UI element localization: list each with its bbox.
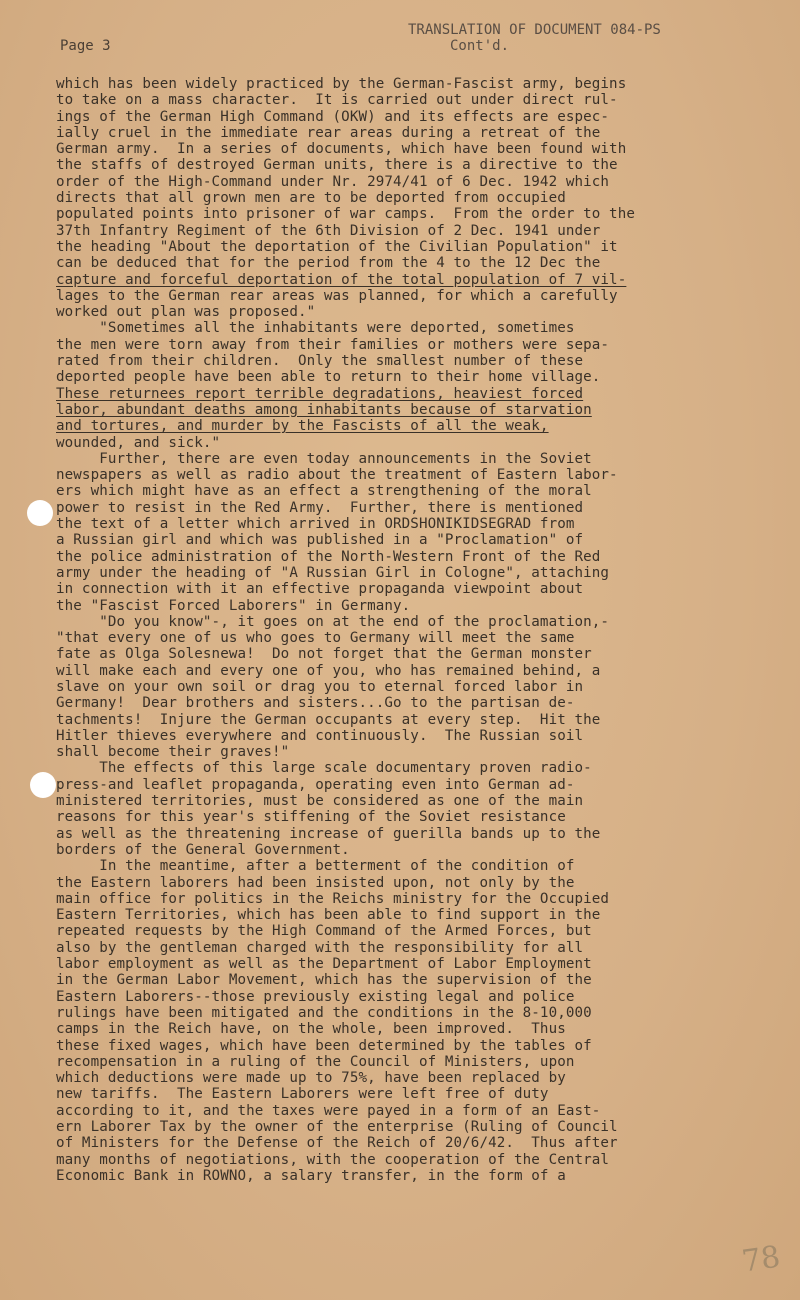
document-body [56,76,636,1184]
document-header [408,22,661,54]
text-line: "Do you know"-, it goes on at the end of the proclamation,- [56,613,610,630]
text-line: newspapers as well as radio about the treatment of Eastern labor- [56,467,618,484]
text-line: rulings have been mitigated and the conditions in the 8-10,000 [56,1004,592,1021]
text-line: to take on a mass character. It is carried out under direct rul- [56,92,618,109]
text-line: capture and forceful deportation of the total population of 7 vil- [56,271,627,288]
text-line: according to it, and the taxes were payed in a form of an East- [56,1102,601,1119]
text-line: ings of the German High Command (OKW) and its effects are espec- [56,108,610,125]
text-line: Hitler thieves everywhere and continuously. The Russian soil [56,727,584,744]
text-line: In the meantime, after a betterment of the condition of [56,858,575,875]
text-line: a Russian girl and which was published in a "Proclamation" of [56,532,584,549]
continued-label: Cont'd. [450,38,510,54]
text-line: The effects of this large scale documentary proven radio- [56,760,592,777]
text-line: fate as Olga Solesnewa! Do not forget that the German monster [56,646,592,663]
text-line: ers which might have as an effect a strengthening of the moral [56,483,592,500]
handwritten-page-number: 78 [739,1239,783,1280]
text-line: army under the heading of "A Russian Girl in Cologne", attaching [56,564,610,581]
text-line: labor, abundant deaths among inhabitants because of starvation [56,401,592,418]
text-line: will make each and every one of you, who has remained behind, a [56,662,601,679]
text-line: Eastern Laborers--those previously existing legal and police [56,988,575,1005]
text-line: Eastern Territories, which has been able to find support in the [56,907,601,924]
text-line: ministered territories, must be considered as one of the main [56,793,584,810]
text-line: These returnees report terrible degradations, heaviest forced [56,385,584,402]
text-line: rated from their children. Only the smallest number of these [56,353,584,370]
text-line: press-and leaflet propaganda, operating even into German ad- [56,776,575,793]
text-line: shall become their graves!" [56,744,290,761]
text-line: also by the gentleman charged with the responsibility for all [56,939,584,956]
text-line: ially cruel in the immediate rear areas during a retreat of the [56,124,601,141]
text-line: German army. In a series of documents, which have been found with [56,141,627,158]
text-line: in the German Labor Movement, which has the supervision of the [56,972,592,989]
text-line: slave on your own soil or drag you to eternal forced labor in [56,678,584,695]
text-line: the men were torn away from their families or mothers were sepa- [56,336,610,353]
text-line: 37th Infantry Regiment of the 6th Division of 2 Dec. 1941 under [56,222,601,239]
text-line: Germany! Dear brothers and sisters...Go to the partisan de- [56,695,575,712]
text-line: which has been widely practiced by the German-Fascist army, begins [56,76,627,92]
punch-hole [30,772,56,798]
text-line: of Ministers for the Defense of the Reich of 20/6/42. Thus after [56,1135,618,1152]
text-line: "that every one of us who goes to Germany will meet the same [56,630,575,647]
text-line: lages to the German rear areas was planned, for which a carefully [56,287,618,304]
text-line: and tortures, and murder by the Fascists of all the weak, [56,418,549,435]
text-line: new tariffs. The Eastern Laborers were left free of duty [56,1086,549,1103]
text-line: the heading "About the deportation of the Civilian Population" it [56,238,618,255]
text-line: borders of the General Government. [56,841,350,858]
text-line: the staffs of destroyed German units, there is a directive to the [56,157,618,174]
text-line: camps in the Reich have, on the whole, been improved. Thus [56,1021,566,1038]
text-line: main office for politics in the Reichs ministry for the Occupied [56,890,610,907]
punch-hole [27,500,53,526]
text-line: in connection with it an effective propaganda viewpoint about [56,581,584,598]
text-line: repeated requests by the High Command of the Armed Forces, but [56,923,592,940]
text-line: as well as the threatening increase of guerilla bands up to the [56,825,601,842]
text-line: Further, there are even today announcements in the Soviet [56,450,592,467]
text-line: order of the High-Command under Nr. 2974/41 of 6 Dec. 1942 which [56,173,610,190]
page-number: Page 3 [60,38,111,54]
text-line: many months of negotiations, with the cooperation of the Central [56,1151,610,1168]
text-line: populated points into prisoner of war camps. From the order to the [56,206,635,223]
text-line: "Sometimes all the inhabitants were deported, sometimes [56,320,575,337]
text-line: worked out plan was proposed." [56,304,316,321]
text-line: deported people have been able to return to their home village. [56,369,601,386]
text-line: power to resist in the Red Army. Further, there is mentioned [56,499,584,516]
text-line: directs that all grown men are to be deported from occupied [56,190,566,207]
text-line: recompensation in a ruling of the Council of Ministers, upon [56,1053,575,1070]
text-line: Economic Bank in ROWNO, a salary transfer, in the form of a [56,1167,566,1184]
text-line: these fixed wages, which have been determined by the tables of [56,1037,592,1054]
text-line: the "Fascist Forced Laborers" in Germany. [56,597,411,614]
text-line: reasons for this year's stiffening of the Soviet resistance [56,809,566,826]
document-title: TRANSLATION OF DOCUMENT 084-PS [408,22,661,38]
text-line: the text of a letter which arrived in ORDSHONIKIDSEGRAD from [56,516,575,533]
text-line: wounded, and sick." [56,434,221,451]
text-line: ern Laborer Tax by the owner of the enterprise (Ruling of Council [56,1119,618,1135]
text-line: tachments! Injure the German occupants at every step. Hit the [56,711,601,728]
text-line: labor employment as well as the Department of Labor Employment [56,956,592,973]
text-line: which deductions were made up to 75%, have been replaced by [56,1070,566,1087]
text-line: the Eastern laborers had been insisted upon, not only by the [56,874,575,891]
text-line: the police administration of the North-Western Front of the Red [56,548,601,565]
text-line: can be deduced that for the period from the 4 to the 12 Dec the [56,255,601,272]
